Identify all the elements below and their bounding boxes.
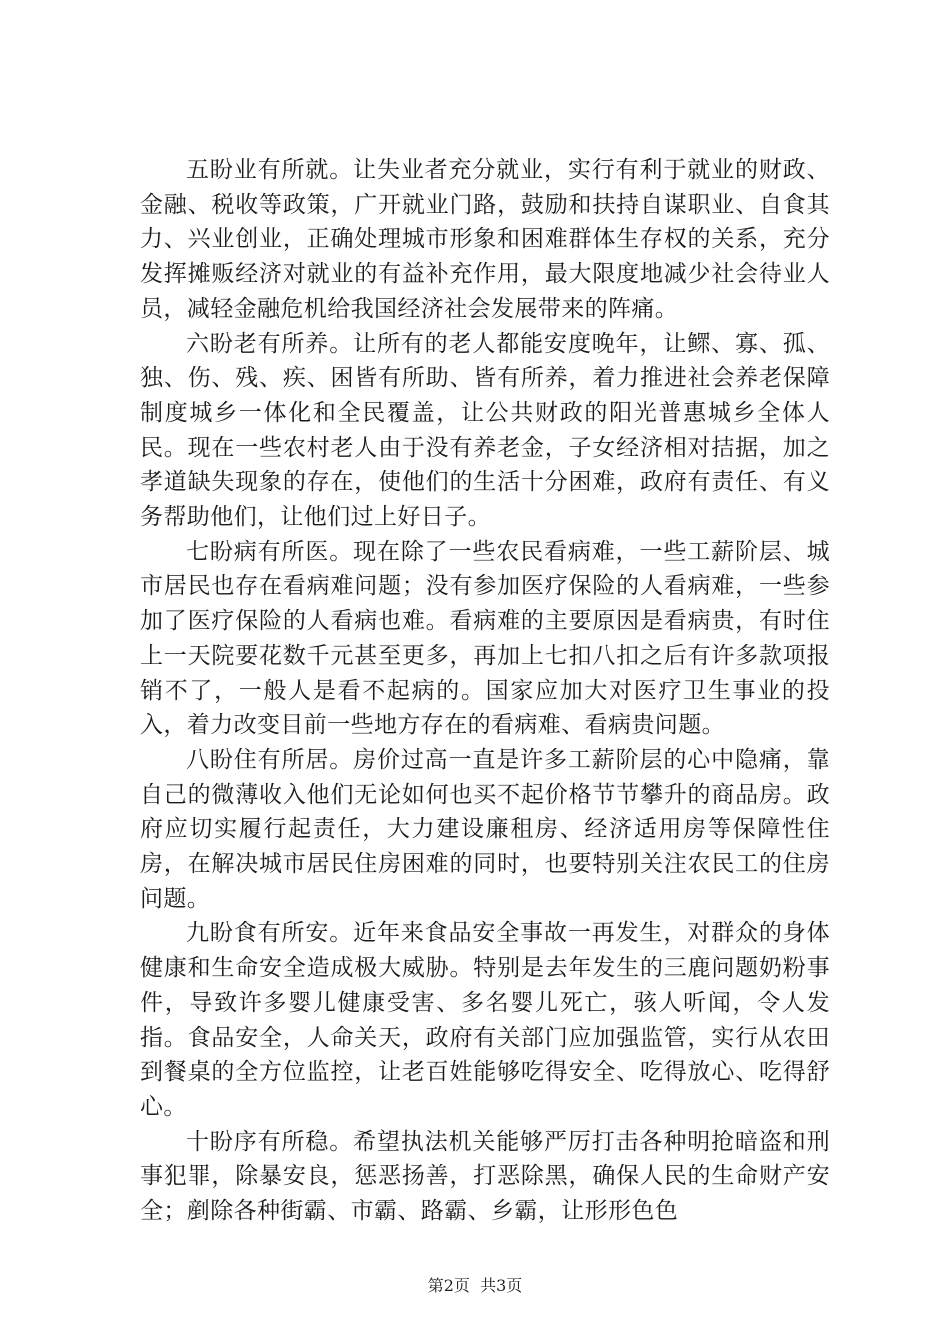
paragraph-elderly-care: 六盼老有所养。让所有的老人都能安度晚年，让鳏、寡、孤、独、伤、残、疾、困皆有所助、皆有所养，着力推进社会养老保障制度城乡一体化和全民覆盖，让公共财政的阳光普惠城乡全体人民。现在一些农村老人由于没有养老金，子女经济相对拮据，加之孝道缺失现象的存在，使他们的生活十分困难，政府有责任、有义务帮助他们，让他们过上好日子。 bbox=[140, 330, 830, 531]
page-number-label: 第2页 共3页 bbox=[427, 1276, 523, 1295]
page-footer bbox=[0, 1276, 950, 1296]
paragraph-medical-care: 七盼病有所医。现在除了一些农民看病难，一些工薪阶层、城市居民也存在看病难问题；没有参加医疗保险的人看病难，一些参加了医疗保险的人看病也难。看病难的主要原因是看病贵，有时住上一天院要花数千元甚至更多，再加上七扣八扣之后有许多款项报销不了，一般人是看不起病的。国家应加大对医疗卫生事业的投入，着力改变目前一些地方存在的看病难、看病贵问题。 bbox=[140, 538, 830, 739]
paragraph-employment: 五盼业有所就。让失业者充分就业，实行有利于就业的财政、金融、税收等政策，广开就业门路，鼓励和扶持自谋职业、自食其力、兴业创业，正确处理城市形象和困难群体生存权的关系，充分发挥摊贩经济对就业的有益补充作用，最大限度地减少社会待业人员，减轻金融危机给我国经济社会发展带来的阵痛。 bbox=[140, 157, 830, 322]
document-body bbox=[140, 153, 830, 1229]
paragraph-public-order: 十盼序有所稳。希望执法机关能够严厉打击各种明抢暗盗和刑事犯罪，除暴安良，惩恶扬善，打恶除黑，确保人民的生命财产安全；剷除各种街霸、市霸、路霸、乡霸，让形形色色 bbox=[140, 1128, 830, 1225]
paragraph-food-safety: 九盼食有所安。近年来食品安全事故一再发生，对群众的身体健康和生命安全造成极大威胁。特别是去年发生的三鹿问题奶粉事件，导致许多婴儿健康受害、多名婴儿死亡，骇人听闻，令人发指。食品安全，人命关天，政府有关部门应加强监管，实行从农田到餐桌的全方位监控，让老百姓能够吃得安全、吃得放心、吃得舒心。 bbox=[140, 920, 830, 1120]
paragraph-housing: 八盼住有所居。房价过高一直是许多工薪阶层的心中隐痛，靠自己的微薄收入他们无论如何也买不起价格节节攀升的商品房。政府应切实履行起责任，大力建设廉租房、经济适用房等保障性住房，在解决城市居民住房困难的同时，也要特别关注农民工的住房问题。 bbox=[140, 746, 830, 912]
